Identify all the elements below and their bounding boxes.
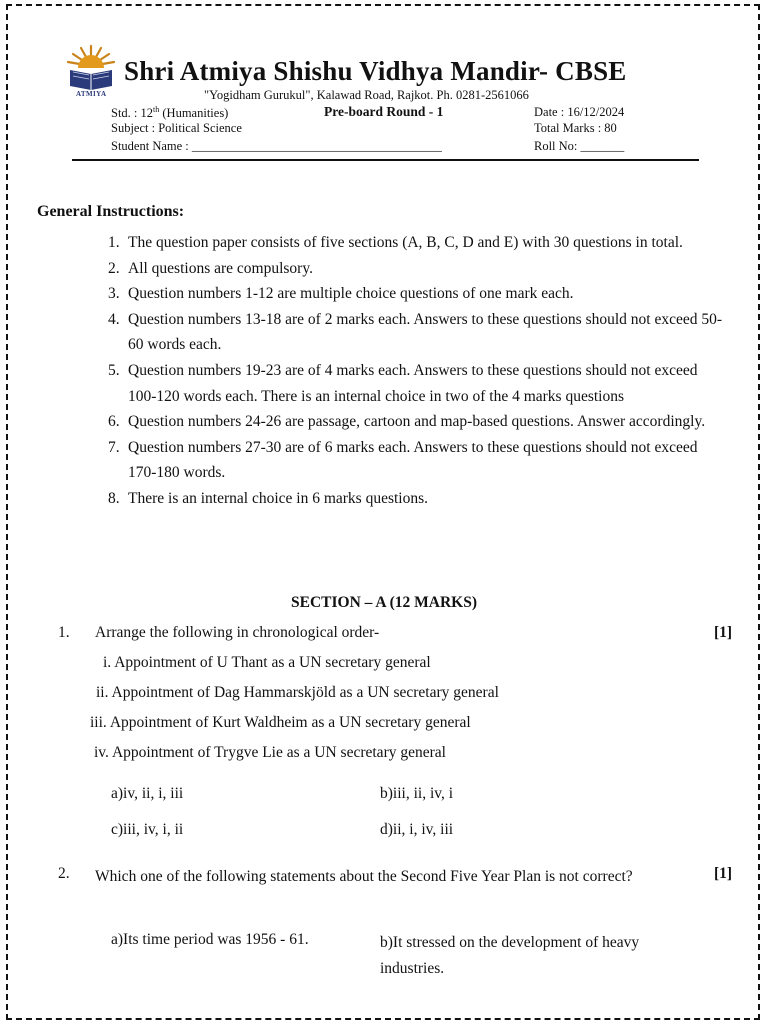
option-text: It stressed on the development of heavy industries. bbox=[380, 934, 640, 977]
roll-no-field: Roll No: _______ bbox=[534, 139, 625, 153]
header-divider bbox=[72, 159, 699, 161]
instruction-text: The question paper consists of five sections (A, B, C, D and E) with 30 questions in total. bbox=[128, 234, 683, 251]
instruction-number: 4. bbox=[108, 310, 120, 328]
general-instructions-title: General Instructions: bbox=[37, 203, 185, 220]
instruction-number: 5. bbox=[108, 361, 120, 379]
option-text: iii, iv, i, ii bbox=[123, 821, 184, 838]
question-1-option-d bbox=[380, 821, 453, 839]
instruction-text: There is an internal choice in 6 marks questions. bbox=[128, 489, 429, 507]
instruction-text: Question numbers 19-23 are of 4 marks each. Answers to these questions should not exceed 100-120 words each. There is an internal choice in two of the 4 marks questions bbox=[128, 361, 698, 405]
standard-label bbox=[111, 105, 228, 121]
standard-superscript: th bbox=[153, 105, 160, 114]
option-letter: b) bbox=[380, 785, 393, 802]
question-1-item-iii: iii. Appointment of Kurt Waldheim as a UN secretary general bbox=[90, 714, 471, 731]
question-1-item-iv: iv. Appointment of Trygve Lie as a UN secretary general bbox=[94, 744, 446, 761]
question-2-option-a bbox=[111, 931, 309, 949]
instruction-item bbox=[108, 486, 723, 512]
instruction-text: Question numbers 1-12 are multiple choice questions of one mark each. bbox=[128, 285, 574, 303]
instruction-item bbox=[108, 358, 723, 409]
option-text: ii, i, iv, iii bbox=[392, 821, 454, 838]
question-1-marks: [1] bbox=[714, 624, 733, 641]
question-1-option-b bbox=[380, 785, 453, 803]
instruction-number: 6. bbox=[108, 413, 120, 431]
school-name: Shri Atmiya Shishu Vidhya Mandir- CBSE bbox=[124, 56, 627, 86]
instruction-item bbox=[108, 409, 723, 435]
instruction-item bbox=[108, 230, 723, 256]
school-address: "Yogidham Gurukul", Kalawad Road, Rajkot. Ph. 0281-2561066 bbox=[204, 88, 529, 102]
question-1-number: 1. bbox=[58, 624, 70, 641]
instructions-list bbox=[108, 230, 723, 512]
standard-stream: (Humanities) bbox=[162, 106, 229, 121]
instruction-text: Question numbers 13-18 are of 2 marks each. Answers to these questions should not exceed 50-60 words each. bbox=[128, 310, 723, 354]
option-letter: a) bbox=[111, 931, 124, 948]
question-1-option-c bbox=[111, 821, 183, 839]
option-text: iii, ii, iv, i bbox=[392, 785, 454, 802]
instruction-item bbox=[108, 256, 723, 282]
total-marks: Total Marks : 80 bbox=[534, 121, 617, 135]
option-text: Its time period was 1956 - 61. bbox=[123, 931, 309, 948]
section-a-title: SECTION – A (12 MARKS) bbox=[290, 594, 478, 611]
question-2-marks: [1] bbox=[714, 865, 733, 882]
option-letter: c) bbox=[111, 821, 124, 838]
student-name-field: Student Name : ________________________________________ bbox=[111, 139, 442, 153]
instruction-number: 1. bbox=[108, 234, 120, 251]
instruction-number: 3. bbox=[108, 285, 120, 303]
instruction-number: 8. bbox=[108, 489, 120, 507]
standard-text: Std. : 12 bbox=[111, 106, 154, 121]
question-1-item-ii: ii. Appointment of Dag Hammarskjöld as a UN secretary general bbox=[96, 684, 499, 701]
instruction-item bbox=[108, 435, 723, 486]
instruction-number: 7. bbox=[108, 438, 120, 456]
question-1-option-a bbox=[111, 785, 183, 803]
instruction-text: Question numbers 27-30 are of 6 marks each. Answers to these questions should not exceed 170-180 words. bbox=[128, 438, 698, 482]
option-text: iv, ii, i, iii bbox=[123, 785, 184, 802]
instruction-item bbox=[108, 307, 723, 358]
option-letter: d) bbox=[380, 821, 393, 838]
school-logo bbox=[64, 44, 118, 100]
question-2-option-b bbox=[380, 930, 640, 982]
instruction-item bbox=[108, 281, 723, 307]
question-1-item-i: i. Appointment of U Thant as a UN secretary general bbox=[103, 654, 431, 671]
question-2-number: 2. bbox=[58, 865, 70, 882]
exam-title: Pre-board Round - 1 bbox=[324, 104, 444, 119]
subject-label: Subject : Political Science bbox=[111, 121, 242, 135]
question-2-text: Which one of the following statements about the Second Five Year Plan is not correct? bbox=[95, 868, 633, 885]
instruction-text: Question numbers 24-26 are passage, cartoon and map-based questions. Answer accordingly. bbox=[128, 413, 706, 431]
question-1-text: Arrange the following in chronological order- bbox=[95, 624, 380, 641]
option-letter: b) bbox=[380, 934, 393, 951]
option-letter: a) bbox=[111, 785, 124, 802]
instruction-text: All questions are compulsory. bbox=[128, 259, 313, 277]
exam-date: Date : 16/12/2024 bbox=[534, 105, 625, 119]
logo-caption: ATMIYA bbox=[76, 90, 107, 98]
instruction-number: 2. bbox=[108, 259, 120, 277]
